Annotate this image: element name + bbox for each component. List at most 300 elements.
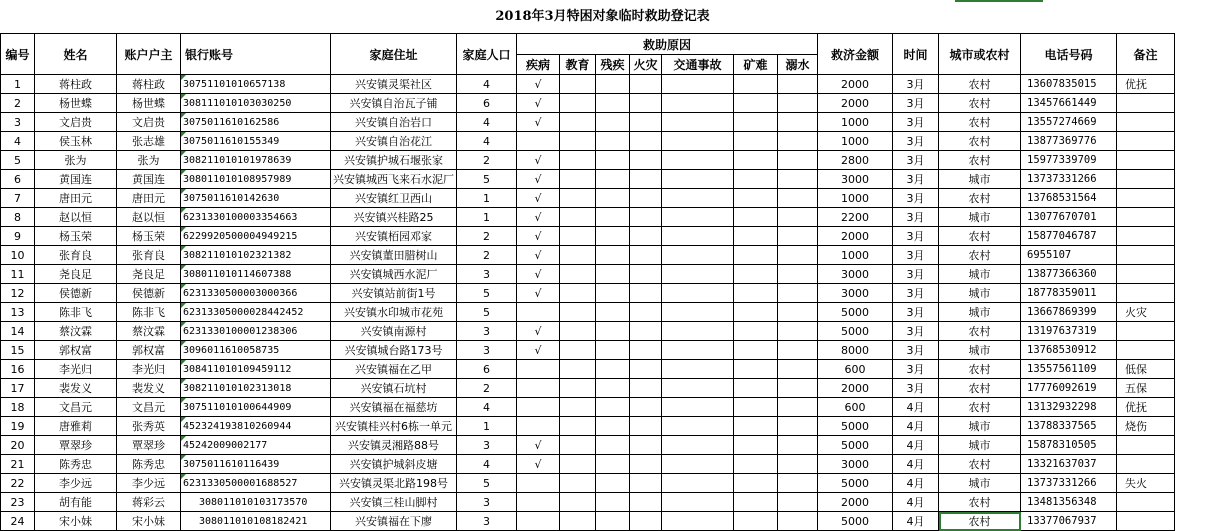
cell-address[interactable]: 兴安镇灵渠社区 <box>331 75 457 94</box>
cell-reason-drowning[interactable] <box>778 455 818 474</box>
cell-amount[interactable]: 3000 <box>818 455 893 474</box>
cell-reason-drowning[interactable] <box>778 189 818 208</box>
cell-area[interactable]: 农村 <box>939 360 1021 379</box>
cell-no[interactable]: 11 <box>1 265 35 284</box>
cell-no[interactable]: 3 <box>1 113 35 132</box>
cell-reason-mining[interactable] <box>734 398 778 417</box>
table-row[interactable] <box>1 189 1175 208</box>
cell-phone[interactable]: 15877046787 <box>1021 227 1117 246</box>
cell-time[interactable]: 4月 <box>893 512 939 531</box>
cell-area[interactable]: 农村 <box>939 132 1021 151</box>
cell-reason-fire[interactable] <box>630 379 662 398</box>
cell-reason-traffic[interactable] <box>662 493 734 512</box>
cell-name[interactable]: 唐田元 <box>35 189 117 208</box>
cell-reason-mining[interactable] <box>734 113 778 132</box>
cell-reason-fire[interactable] <box>630 75 662 94</box>
cell-reason-fire[interactable] <box>630 170 662 189</box>
cell-owner[interactable]: 杨世蝶 <box>117 94 181 113</box>
cell-no[interactable]: 15 <box>1 341 35 360</box>
cell-reason-fire[interactable] <box>630 512 662 531</box>
cell-reason-illness[interactable] <box>517 398 560 417</box>
cell-reason-traffic[interactable] <box>662 170 734 189</box>
cell-time[interactable]: 3月 <box>893 379 939 398</box>
cell-reason-disability[interactable] <box>596 113 630 132</box>
cell-family[interactable]: 4 <box>457 75 517 94</box>
cell-family[interactable]: 3 <box>457 436 517 455</box>
cell-account[interactable]: 30811101010303025​0 <box>181 94 331 113</box>
cell-reason-disability[interactable] <box>596 474 630 493</box>
cell-no[interactable]: 13 <box>1 303 35 322</box>
cell-time[interactable]: 3月 <box>893 284 939 303</box>
cell-note[interactable] <box>1117 208 1175 227</box>
cell-owner[interactable]: 陈非飞 <box>117 303 181 322</box>
cell-area[interactable]: 农村 <box>939 94 1021 113</box>
cell-no[interactable]: 17 <box>1 379 35 398</box>
cell-reason-education[interactable] <box>560 170 596 189</box>
cell-owner[interactable]: 张为 <box>117 151 181 170</box>
cell-name[interactable]: 侯德新 <box>35 284 117 303</box>
cell-phone[interactable]: 13788337565 <box>1021 417 1117 436</box>
cell-reason-education[interactable] <box>560 512 596 531</box>
cell-family[interactable]: 2 <box>457 227 517 246</box>
cell-reason-mining[interactable] <box>734 265 778 284</box>
cell-note[interactable]: 五保 <box>1117 379 1175 398</box>
cell-amount[interactable]: 3000 <box>818 284 893 303</box>
table-row[interactable] <box>1 474 1175 493</box>
cell-reason-traffic[interactable] <box>662 474 734 493</box>
cell-reason-mining[interactable] <box>734 436 778 455</box>
cell-reason-illness[interactable] <box>517 303 560 322</box>
cell-reason-illness[interactable]: √ <box>517 208 560 227</box>
cell-reason-fire[interactable] <box>630 417 662 436</box>
table-row[interactable] <box>1 436 1175 455</box>
cell-reason-disability[interactable] <box>596 132 630 151</box>
cell-address[interactable]: 兴安镇水印城市花苑 <box>331 303 457 322</box>
cell-reason-illness[interactable]: √ <box>517 94 560 113</box>
cell-amount[interactable]: 1000 <box>818 113 893 132</box>
cell-amount[interactable]: 3000 <box>818 170 893 189</box>
cell-reason-drowning[interactable] <box>778 436 818 455</box>
cell-no[interactable]: 21 <box>1 455 35 474</box>
cell-no[interactable]: 10 <box>1 246 35 265</box>
cell-time[interactable]: 4月 <box>893 474 939 493</box>
cell-name[interactable]: 张育良 <box>35 246 117 265</box>
cell-reason-disability[interactable] <box>596 341 630 360</box>
cell-owner[interactable]: 张秀英 <box>117 417 181 436</box>
cell-reason-drowning[interactable] <box>778 75 818 94</box>
cell-name[interactable]: 郭权富 <box>35 341 117 360</box>
cell-reason-disability[interactable] <box>596 398 630 417</box>
cell-account[interactable]: 30841101010945911​2 <box>181 360 331 379</box>
cell-area[interactable]: 农村 <box>939 379 1021 398</box>
cell-phone[interactable]: 13667869399 <box>1021 303 1117 322</box>
cell-address[interactable]: 兴安镇站前街1号 <box>331 284 457 303</box>
cell-reason-education[interactable] <box>560 360 596 379</box>
cell-reason-illness[interactable] <box>517 417 560 436</box>
cell-reason-fire[interactable] <box>630 436 662 455</box>
cell-reason-education[interactable] <box>560 284 596 303</box>
cell-family[interactable]: 4 <box>457 398 517 417</box>
cell-address[interactable]: 兴安镇城西水泥厂 <box>331 265 457 284</box>
cell-reason-fire[interactable] <box>630 246 662 265</box>
cell-address[interactable]: 兴安镇护城斜皮塘 <box>331 455 457 474</box>
cell-reason-education[interactable] <box>560 189 596 208</box>
cell-reason-traffic[interactable] <box>662 303 734 322</box>
cell-note[interactable]: 优抚 <box>1117 75 1175 94</box>
cell-family[interactable]: 5 <box>457 303 517 322</box>
cell-no[interactable]: 6 <box>1 170 35 189</box>
cell-reason-mining[interactable] <box>734 455 778 474</box>
cell-owner[interactable]: 唐田元 <box>117 189 181 208</box>
cell-note[interactable] <box>1117 341 1175 360</box>
cell-time[interactable]: 3月 <box>893 113 939 132</box>
cell-reason-education[interactable] <box>560 227 596 246</box>
cell-note[interactable] <box>1117 189 1175 208</box>
cell-account[interactable]: 45242009002177 <box>181 436 331 455</box>
cell-area[interactable]: 城市 <box>939 208 1021 227</box>
table-row[interactable] <box>1 398 1175 417</box>
cell-address[interactable]: 兴安镇护城石堰张家 <box>331 151 457 170</box>
cell-address[interactable]: 兴安镇自治岩口 <box>331 113 457 132</box>
cell-address[interactable]: 兴安镇兴桂路25 <box>331 208 457 227</box>
cell-amount[interactable]: 5000 <box>818 322 893 341</box>
cell-area[interactable]: 农村 <box>939 322 1021 341</box>
cell-family[interactable]: 1 <box>457 208 517 227</box>
cell-reason-mining[interactable] <box>734 493 778 512</box>
cell-no[interactable]: 24 <box>1 512 35 531</box>
cell-reason-mining[interactable] <box>734 151 778 170</box>
cell-reason-illness[interactable]: √ <box>517 322 560 341</box>
cell-reason-illness[interactable]: √ <box>517 246 560 265</box>
cell-amount[interactable]: 5000 <box>818 474 893 493</box>
cell-phone[interactable]: 13607835015 <box>1021 75 1117 94</box>
cell-reason-fire[interactable] <box>630 493 662 512</box>
table-row[interactable] <box>1 455 1175 474</box>
cell-reason-fire[interactable] <box>630 455 662 474</box>
cell-name[interactable]: 陈非飞 <box>35 303 117 322</box>
cell-account[interactable]: 3075011610116439 <box>181 455 331 474</box>
cell-family[interactable]: 6 <box>457 360 517 379</box>
col-time[interactable]: 时间 <box>893 34 939 75</box>
col-amount[interactable]: 救济金额 <box>818 34 893 75</box>
cell-reason-mining[interactable] <box>734 360 778 379</box>
col-address[interactable]: 家庭住址 <box>331 34 457 75</box>
cell-note[interactable] <box>1117 284 1175 303</box>
cell-name[interactable]: 赵以恒 <box>35 208 117 227</box>
cell-reason-fire[interactable] <box>630 398 662 417</box>
cell-account[interactable]: 623133050000168852​7 <box>181 474 331 493</box>
cell-area[interactable]: 城市 <box>939 265 1021 284</box>
cell-reason-disability[interactable] <box>596 227 630 246</box>
cell-address[interactable]: 兴安镇董田腊树山 <box>331 246 457 265</box>
cell-owner[interactable]: 裴发义 <box>117 379 181 398</box>
cell-family[interactable]: 5 <box>457 474 517 493</box>
cell-reason-traffic[interactable] <box>662 341 734 360</box>
cell-note[interactable] <box>1117 512 1175 531</box>
cell-no[interactable]: 1 <box>1 75 35 94</box>
cell-note[interactable]: 低保 <box>1117 360 1175 379</box>
cell-address[interactable]: 兴安镇福在乙甲 <box>331 360 457 379</box>
cell-address[interactable]: 兴安镇灵湘路88号 <box>331 436 457 455</box>
cell-family[interactable]: 4 <box>457 132 517 151</box>
cell-note[interactable] <box>1117 94 1175 113</box>
cell-phone[interactable]: 18778359011 <box>1021 284 1117 303</box>
cell-note[interactable] <box>1117 132 1175 151</box>
cell-reason-drowning[interactable] <box>778 94 818 113</box>
cell-account[interactable]: 3096011610058735 <box>181 341 331 360</box>
col-reason-group[interactable]: 救助原因 <box>517 34 818 55</box>
cell-reason-illness[interactable]: √ <box>517 284 560 303</box>
cell-family[interactable]: 3 <box>457 493 517 512</box>
cell-reason-education[interactable] <box>560 493 596 512</box>
cell-time[interactable]: 3月 <box>893 322 939 341</box>
cell-reason-drowning[interactable] <box>778 151 818 170</box>
cell-name[interactable]: 黄国连 <box>35 170 117 189</box>
cell-reason-education[interactable] <box>560 265 596 284</box>
col-reason-traffic[interactable]: 交通事故 <box>662 55 734 75</box>
cell-address[interactable]: 兴安镇城西飞来石水泥厂 <box>331 170 457 189</box>
cell-phone[interactable]: 13132932298 <box>1021 398 1117 417</box>
table-row[interactable] <box>1 94 1175 113</box>
cell-reason-drowning[interactable] <box>778 246 818 265</box>
cell-amount[interactable]: 3000 <box>818 265 893 284</box>
cell-reason-illness[interactable]: √ <box>517 455 560 474</box>
cell-reason-mining[interactable] <box>734 170 778 189</box>
cell-reason-fire[interactable] <box>630 94 662 113</box>
cell-family[interactable]: 3 <box>457 265 517 284</box>
cell-account[interactable]: 623133010000335466​3 <box>181 208 331 227</box>
cell-time[interactable]: 3月 <box>893 75 939 94</box>
cell-area[interactable]: 农村 <box>939 113 1021 132</box>
cell-no[interactable]: 9 <box>1 227 35 246</box>
cell-address[interactable]: 兴安镇石坑村 <box>331 379 457 398</box>
cell-no[interactable]: 19 <box>1 417 35 436</box>
cell-reason-education[interactable] <box>560 322 596 341</box>
table-row[interactable] <box>1 417 1175 436</box>
cell-reason-illness[interactable]: √ <box>517 75 560 94</box>
cell-reason-illness[interactable] <box>517 379 560 398</box>
cell-owner[interactable]: 蒋柱政 <box>117 75 181 94</box>
cell-reason-disability[interactable] <box>596 436 630 455</box>
cell-area[interactable]: 农村 <box>939 398 1021 417</box>
cell-amount[interactable]: 1000 <box>818 189 893 208</box>
cell-no[interactable]: 12 <box>1 284 35 303</box>
cell-reason-drowning[interactable] <box>778 379 818 398</box>
cell-reason-drowning[interactable] <box>778 132 818 151</box>
cell-reason-drowning[interactable] <box>778 417 818 436</box>
cell-reason-fire[interactable] <box>630 113 662 132</box>
cell-amount[interactable]: 2800 <box>818 151 893 170</box>
cell-family[interactable]: 1 <box>457 417 517 436</box>
cell-note[interactable]: 优抚 <box>1117 398 1175 417</box>
cell-note[interactable]: 失火 <box>1117 474 1175 493</box>
cell-time[interactable]: 4月 <box>893 417 939 436</box>
cell-reason-disability[interactable] <box>596 303 630 322</box>
cell-reason-fire[interactable] <box>630 208 662 227</box>
cell-owner[interactable]: 覃翠珍 <box>117 436 181 455</box>
cell-address[interactable]: 兴安镇福在福慈坊 <box>331 398 457 417</box>
cell-time[interactable]: 3月 <box>893 170 939 189</box>
cell-reason-mining[interactable] <box>734 94 778 113</box>
col-name[interactable]: 姓名 <box>35 34 117 75</box>
cell-area[interactable]: 农村 <box>939 493 1021 512</box>
cell-reason-fire[interactable] <box>630 322 662 341</box>
cell-reason-fire[interactable] <box>630 151 662 170</box>
cell-owner[interactable]: 李少远 <box>117 474 181 493</box>
cell-account[interactable]: 623133050000284424​52 <box>181 303 331 322</box>
cell-reason-mining[interactable] <box>734 189 778 208</box>
cell-reason-mining[interactable] <box>734 474 778 493</box>
cell-area[interactable]: 城市 <box>939 170 1021 189</box>
cell-name[interactable]: 裴发义 <box>35 379 117 398</box>
cell-reason-illness[interactable]: √ <box>517 341 560 360</box>
cell-name[interactable]: 文昌元 <box>35 398 117 417</box>
cell-no[interactable]: 18 <box>1 398 35 417</box>
table-row[interactable] <box>1 303 1175 322</box>
cell-no[interactable]: 14 <box>1 322 35 341</box>
table-row[interactable] <box>1 379 1175 398</box>
cell-note[interactable] <box>1117 322 1175 341</box>
cell-name[interactable]: 宋小妹 <box>35 512 117 531</box>
cell-no[interactable]: 16 <box>1 360 35 379</box>
cell-area[interactable]: 农村 <box>939 151 1021 170</box>
cell-time[interactable]: 3月 <box>893 208 939 227</box>
col-no[interactable]: 编号 <box>1 34 35 75</box>
cell-reason-mining[interactable] <box>734 227 778 246</box>
cell-owner[interactable]: 蔡汶霖 <box>117 322 181 341</box>
cell-owner[interactable]: 张志雄 <box>117 132 181 151</box>
cell-reason-education[interactable] <box>560 303 596 322</box>
cell-reason-mining[interactable] <box>734 303 778 322</box>
cell-phone[interactable]: 13077670701 <box>1021 208 1117 227</box>
cell-family[interactable]: 2 <box>457 379 517 398</box>
cell-amount[interactable]: 5000 <box>818 303 893 322</box>
cell-reason-disability[interactable] <box>596 379 630 398</box>
cell-amount[interactable]: 5000 <box>818 436 893 455</box>
cell-time[interactable]: 3月 <box>893 341 939 360</box>
cell-address[interactable]: 兴安镇红卫西山 <box>331 189 457 208</box>
cell-area[interactable]: 城市 <box>939 474 1021 493</box>
cell-reason-drowning[interactable] <box>778 322 818 341</box>
cell-note[interactable] <box>1117 227 1175 246</box>
cell-name[interactable]: 侯玉林 <box>35 132 117 151</box>
cell-amount[interactable]: 600 <box>818 398 893 417</box>
cell-account[interactable]: 30801101011460738​8 <box>181 265 331 284</box>
cell-reason-illness[interactable]: √ <box>517 265 560 284</box>
cell-note[interactable] <box>1117 113 1175 132</box>
col-area[interactable]: 城市或农村 <box>939 34 1021 75</box>
cell-reason-traffic[interactable] <box>662 512 734 531</box>
table-row[interactable] <box>1 493 1175 512</box>
cell-address[interactable]: 兴安镇南源村 <box>331 322 457 341</box>
cell-reason-traffic[interactable] <box>662 436 734 455</box>
cell-note[interactable] <box>1117 455 1175 474</box>
cell-family[interactable]: 3 <box>457 512 517 531</box>
cell-reason-illness[interactable] <box>517 132 560 151</box>
cell-name[interactable]: 蒋柱政 <box>35 75 117 94</box>
cell-reason-illness[interactable] <box>517 493 560 512</box>
table-row[interactable] <box>1 208 1175 227</box>
cell-area[interactable]: 农村 <box>939 227 1021 246</box>
cell-area[interactable]: 城市 <box>939 417 1021 436</box>
cell-phone[interactable]: 6955107 <box>1021 246 1117 265</box>
table-row[interactable] <box>1 227 1175 246</box>
cell-reason-disability[interactable] <box>596 94 630 113</box>
cell-account[interactable]: 30751101010657138 <box>181 75 331 94</box>
cell-account[interactable]: 30801101010818242​1 <box>181 512 331 531</box>
cell-family[interactable]: 1 <box>457 189 517 208</box>
cell-owner[interactable]: 蒋彩云 <box>117 493 181 512</box>
cell-family[interactable]: 2 <box>457 246 517 265</box>
cell-amount[interactable]: 2000 <box>818 493 893 512</box>
cell-address[interactable]: 兴安镇自治瓦子铺 <box>331 94 457 113</box>
cell-reason-drowning[interactable] <box>778 512 818 531</box>
cell-phone[interactable]: 15878310505 <box>1021 436 1117 455</box>
cell-area[interactable]: 农村 <box>939 455 1021 474</box>
cell-reason-disability[interactable] <box>596 208 630 227</box>
cell-family[interactable]: 3 <box>457 322 517 341</box>
cell-reason-traffic[interactable] <box>662 322 734 341</box>
cell-reason-traffic[interactable] <box>662 227 734 246</box>
cell-reason-drowning[interactable] <box>778 474 818 493</box>
table-row[interactable] <box>1 151 1175 170</box>
cell-reason-disability[interactable] <box>596 189 630 208</box>
cell-account[interactable]: 30801101010317357​0 <box>181 493 331 512</box>
cell-reason-disability[interactable] <box>596 512 630 531</box>
cell-reason-drowning[interactable] <box>778 265 818 284</box>
cell-no[interactable]: 2 <box>1 94 35 113</box>
cell-reason-education[interactable] <box>560 208 596 227</box>
cell-reason-mining[interactable] <box>734 379 778 398</box>
cell-amount[interactable]: 2200 <box>818 208 893 227</box>
cell-reason-fire[interactable] <box>630 474 662 493</box>
col-account[interactable]: 银行账号 <box>181 34 331 75</box>
table-row[interactable] <box>1 113 1175 132</box>
cell-reason-traffic[interactable] <box>662 94 734 113</box>
cell-name[interactable]: 文启贵 <box>35 113 117 132</box>
cell-reason-mining[interactable] <box>734 417 778 436</box>
cell-account[interactable]: 30821101010197863​9 <box>181 151 331 170</box>
cell-reason-illness[interactable] <box>517 474 560 493</box>
cell-owner[interactable]: 侯德新 <box>117 284 181 303</box>
cell-reason-traffic[interactable] <box>662 455 734 474</box>
cell-reason-traffic[interactable] <box>662 132 734 151</box>
cell-address[interactable]: 兴安镇灵渠北路198号 <box>331 474 457 493</box>
cell-phone[interactable]: 13377067937 <box>1021 512 1117 531</box>
cell-reason-traffic[interactable] <box>662 113 734 132</box>
cell-time[interactable]: 4月 <box>893 493 939 512</box>
cell-reason-traffic[interactable] <box>662 379 734 398</box>
cell-account[interactable]: 623133050000300036​6 <box>181 284 331 303</box>
cell-reason-mining[interactable] <box>734 208 778 227</box>
col-reason-education[interactable]: 教育 <box>560 55 596 75</box>
cell-area[interactable]: 农村 <box>939 75 1021 94</box>
cell-reason-disability[interactable] <box>596 265 630 284</box>
cell-reason-education[interactable] <box>560 379 596 398</box>
cell-time[interactable]: 4月 <box>893 455 939 474</box>
cell-reason-education[interactable] <box>560 455 596 474</box>
cell-reason-fire[interactable] <box>630 284 662 303</box>
cell-area[interactable]: 农村 <box>939 189 1021 208</box>
table-row[interactable] <box>1 246 1175 265</box>
table-row[interactable] <box>1 360 1175 379</box>
cell-phone[interactable]: 13877366360 <box>1021 265 1117 284</box>
cell-account[interactable]: 623133010000123830​6 <box>181 322 331 341</box>
cell-reason-education[interactable] <box>560 94 596 113</box>
cell-account[interactable]: 30801101010895798​9 <box>181 170 331 189</box>
cell-account[interactable]: 30821101010232138​2 <box>181 246 331 265</box>
cell-phone[interactable]: 15977339709 <box>1021 151 1117 170</box>
